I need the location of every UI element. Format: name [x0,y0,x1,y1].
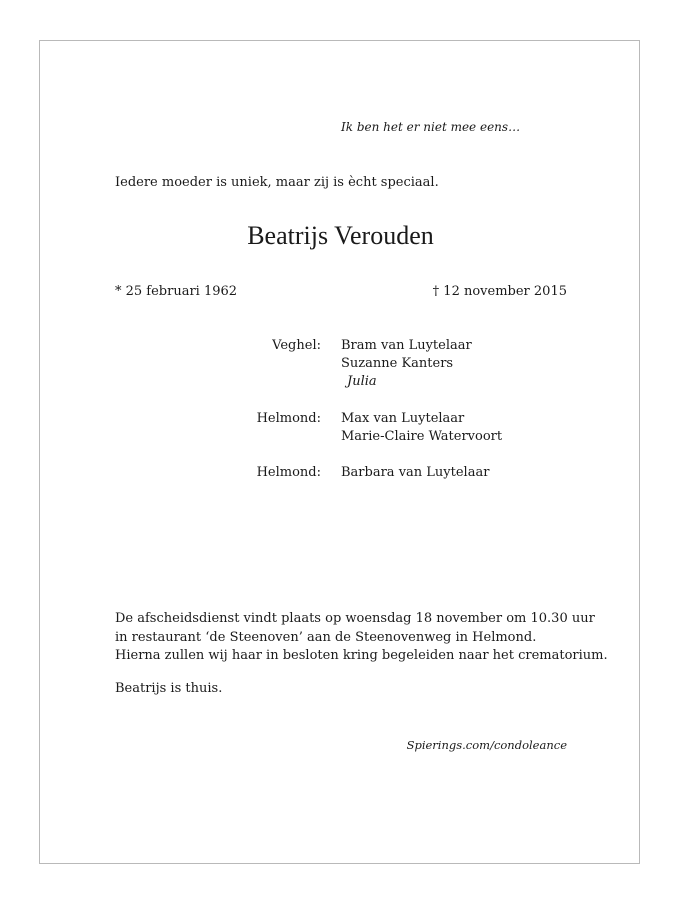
family-member: Marie-Claire Watervoort [341,429,503,444]
deceased-name: Beatrijs Verouden [247,221,434,250]
family-member: Barbara van Luytelaar [341,465,490,480]
family-member: Suzanne Kanters [341,356,454,371]
service-line: De afscheidsdienst vindt plaats op woensdag 18 november om 10.30 uur [115,611,595,626]
service-line: in restaurant ‘de Steenoven’ aan de Steenovenweg in Helmond. [115,629,537,645]
condolence-website: Spierings.com/condoleance [406,738,567,752]
family-place: Helmond: [256,411,321,426]
family-child: Julia [347,374,377,389]
family-member: Bram van Luytelaar [341,338,472,353]
opening-quote: Ik ben het er niet mee eens… [341,120,521,134]
death-date: † 12 november 2015 [432,284,567,299]
birth-date: * 25 februari 1962 [115,284,238,299]
family-place: Veghel: [272,338,321,353]
at-home-note: Beatrijs is thuis. [115,681,223,696]
service-line: Hierna zullen wij haar in besloten kring begeleiden naar het crematorium. [115,648,608,663]
service-info [115,610,608,666]
family-member: Max van Luytelaar [341,411,465,426]
family-place: Helmond: [256,465,321,480]
intro-text: Iedere moeder is uniek, maar zij is ècht speciaal. [115,175,439,190]
